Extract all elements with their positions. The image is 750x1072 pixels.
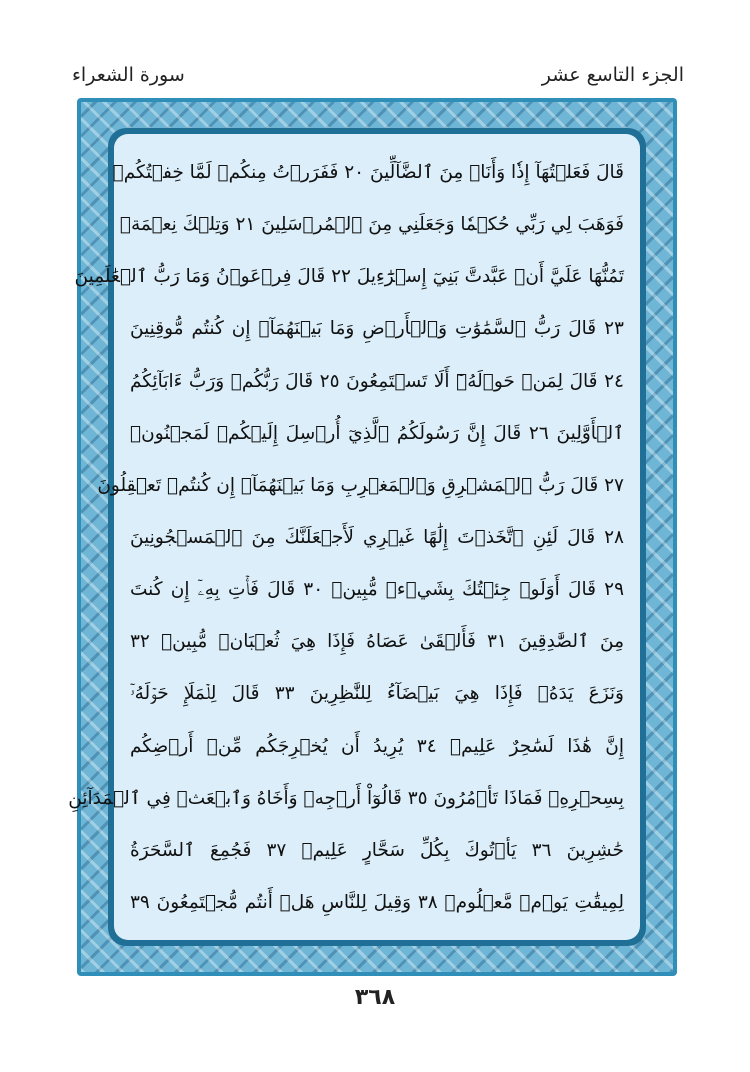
verse-line: لِمِيقَٰتِ يَوۡمٖ مَّعۡلُومٖ ٣٨ وَقِيلَ لِلنَّاسِ هَلۡ أَنتُم مُّجۡتَمِعُونَ ٣٩: [130, 891, 624, 913]
verse-line: ٱلۡأَوَّلِينَ ٢٦ قَالَ إِنَّ رَسُولَكُمُ ٱلَّذِيٓ أُرۡسِلَ إِلَيۡكُمۡ لَمَجۡنُونٞ: [130, 422, 624, 444]
verse-line: وَنَزَعَ يَدَهُۥ فَإِذَا هِيَ بَيۡضَآءُ لِلنَّٰظِرِينَ ٣٣ قَالَ لِلۡمَلَإِ حَوۡلَهُۥٓ: [130, 683, 624, 705]
verse-line: ٢٤ قَالَ لِمَنۡ حَوۡلَهُۥٓ أَلَا تَسۡتَمِعُونَ ٢٥ قَالَ رَبُّكُمۡ وَرَبُّ ءَابَآئِكُمُ: [130, 370, 624, 392]
verse-line: حَٰشِرِينَ ٣٦ يَأۡتُوكَ بِكُلِّ سَحَّارٍ عَلِيمٖ ٣٧ فَجُمِعَ ٱلسَّحَرَةُ: [130, 839, 624, 861]
verse-line: ٢٨ قَالَ لَئِنِ ٱتَّخَذۡتَ إِلَٰهًا غَيۡرِي لَأَجۡعَلَنَّكَ مِنَ ٱلۡمَسۡجُونِينَ: [130, 526, 624, 548]
juz-name: الجزء التاسع عشر: [541, 64, 684, 86]
verse-line: إِنَّ هَٰذَا لَسَٰحِرٌ عَلِيمٞ ٣٤ يُرِيدُ أَن يُخۡرِجَكُم مِّنۡ أَرۡضِكُم: [130, 735, 625, 757]
verse-line: ٢٣ قَالَ رَبُّ ٱلسَّمَٰوَٰتِ وَٱلۡأَرۡضِ وَمَا بَيۡنَهُمَآۖ إِن كُنتُم مُّوقِنِينَ: [130, 318, 624, 340]
verse-text-area: [68, 148, 625, 928]
verse-line: فَوَهَبَ لِي رَبِّي حُكۡمٗا وَجَعَلَنِي مِنَ ٱلۡمُرۡسَلِينَ ٢١ وَتِلۡكَ نِعۡمَةٞ: [119, 214, 624, 236]
verse-line: قَالَ فَعَلۡتُهَآ إِذٗا وَأَنَا۠ مِنَ ٱلضَّآلِّينَ ٢٠ فَفَرَرۡتُ مِنكُمۡ لَمَّا خِفۡتُكُمۡ: [112, 162, 624, 183]
verse-line: تَمُنُّهَا عَلَيَّ أَنۡ عَبَّدتَّ بَنِيٓ إِسۡرَٰٓءِيلَ ٢٢ قَالَ فِرۡعَوۡنُ وَمَا رَبُّ ٱلۡعَٰلَمِينَ: [74, 266, 624, 288]
verse-line: ٢٧ قَالَ رَبُّ ٱلۡمَشۡرِقِ وَٱلۡمَغۡرِبِ وَمَا بَيۡنَهُمَآۖ إِن كُنتُمۡ تَعۡقِلُونَ: [97, 474, 624, 496]
page-header: [72, 58, 684, 92]
surah-name: سورة الشعراء: [72, 64, 185, 86]
verse-line: بِسِحۡرِهِۦ فَمَاذَا تَأۡمُرُونَ ٣٥ قَالُوٓاْ أَرۡجِهۡ وَأَخَاهُ وَٱبۡعَثۡ فِي ٱلۡمَدَآئِنِ: [68, 787, 624, 809]
verse-line: مِنَ ٱلصَّٰدِقِينَ ٣١ فَأَلۡقَىٰ عَصَاهُ فَإِذَا هِيَ ثُعۡبَانٞ مُّبِينٞ ٣٢: [130, 631, 624, 653]
verse-line: ٢٩ قَالَ أَوَلَوۡ جِئۡتُكَ بِشَيۡءٖ مُّبِينٖ ٣٠ قَالَ فَأۡتِ بِهِۦٓ إِن كُنتَ: [130, 579, 625, 601]
page-number: ٣٦٨: [354, 985, 396, 1010]
